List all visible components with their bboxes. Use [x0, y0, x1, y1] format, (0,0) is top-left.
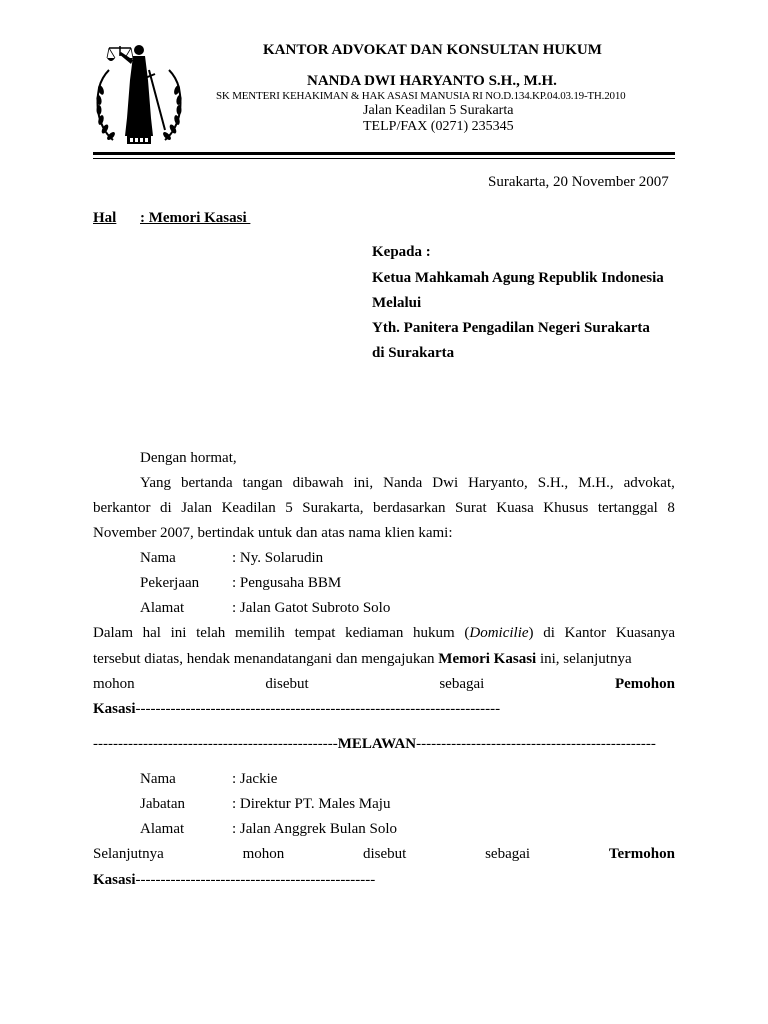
word: advokat,	[623, 475, 675, 491]
domicile-line-3	[93, 676, 675, 693]
respondent-title-label: Jabatan	[140, 796, 185, 812]
license-number: SK MENTERI KEHAKIMAN & HAK ASASI MANUSIA RI NO.D.134.KP.04.03.19-TH.2010	[216, 90, 626, 102]
recipient-line-4: di Surakarta	[372, 345, 455, 361]
lawyer-name: NANDA DWI HARYANTO S.H., M.H.	[307, 73, 557, 89]
word: S.H.,	[537, 475, 569, 491]
client-name-label: Nama	[140, 550, 176, 566]
word: 8	[667, 500, 675, 516]
subject-value: : Memori Kasasi	[140, 210, 251, 226]
word: disebut	[363, 846, 407, 862]
word: Kuasanya	[615, 625, 675, 641]
word: Surakarta,	[302, 500, 364, 516]
word: mohon	[93, 676, 135, 692]
closing-line-1	[93, 846, 675, 863]
word: sebagai	[485, 846, 531, 862]
word: Khusus	[543, 500, 589, 516]
word: dibawah	[292, 475, 344, 491]
melawan-divider	[93, 736, 656, 753]
domicile-line-4	[93, 701, 500, 718]
word: kediaman	[345, 625, 404, 641]
word: berkantor	[93, 500, 151, 516]
recipient-line-3: Yth. Panitera Pengadilan Negeri Surakarta	[372, 320, 650, 336]
paren-close: )	[528, 625, 534, 641]
header-rule-thin	[93, 158, 675, 159]
lady-justice-logo	[93, 40, 185, 150]
word: di	[160, 500, 172, 516]
firm-title: KANTOR ADVOKAT DAN KONSULTAN HUKUM	[263, 42, 602, 58]
letter-date: Surakarta, 20 November 2007	[488, 174, 669, 190]
word: 5	[285, 500, 293, 516]
word: bertanda	[181, 475, 233, 491]
termohon-bold: Termohon	[608, 846, 675, 862]
dash-fill: ------------------------------------------------	[135, 872, 376, 888]
word: tangan	[242, 475, 283, 491]
word: ini	[170, 625, 187, 641]
paren-open: (	[464, 625, 470, 641]
text-segment: tersebut diatas, hendak menandatangani dan mengajukan	[93, 651, 439, 667]
client-address-label: Alamat	[140, 600, 185, 616]
client-job-label: Pekerjaan	[140, 575, 200, 591]
word: Nanda	[383, 475, 423, 491]
text-segment: ini, selanjutnya	[536, 651, 632, 667]
word: Dwi	[432, 475, 459, 491]
respondent-address-value: : Jalan Anggrek Bulan Solo	[232, 821, 397, 837]
respondent-name-label: Nama	[140, 771, 176, 787]
header-rule-thick	[93, 152, 675, 155]
recipient-kepada: Kepada :	[372, 244, 431, 260]
word: disebut	[265, 676, 309, 692]
recipient-line-2: Melalui	[372, 295, 422, 311]
office-phone: TELP/FAX (0271) 235345	[363, 119, 514, 134]
intro-line-3: November 2007, bertindak untuk dan atas nama klien kami:	[93, 525, 453, 541]
word: Kantor	[564, 625, 607, 641]
word: Surat	[455, 500, 487, 516]
word: mohon	[242, 846, 285, 862]
word: tertanggal	[597, 500, 658, 516]
dash-fill: -------------------------------------------------	[93, 736, 338, 752]
word: Haryanto,	[468, 475, 528, 491]
word: hukum	[413, 625, 455, 641]
dash-fill: ------------------------------------------------	[416, 736, 656, 752]
word: ini,	[353, 475, 374, 491]
respondent-name-value: : Jackie	[232, 771, 278, 787]
word: memilih	[234, 625, 285, 641]
domicile-line-1	[93, 625, 675, 642]
word: Dalam	[93, 625, 133, 641]
client-job-value: : Pengusaha BBM	[232, 575, 342, 591]
word: telah	[196, 625, 226, 641]
word: hal	[142, 625, 161, 641]
intro-line-1	[140, 475, 675, 492]
memori-kasasi-bold: Memori Kasasi	[438, 651, 537, 667]
intro-line-2	[93, 500, 675, 517]
word: M.H.,	[578, 475, 614, 491]
pemohon-bold: Pemohon	[614, 676, 675, 692]
subject-label: Hal	[93, 210, 117, 226]
recipient-line-1: Ketua Mahkamah Agung Republik Indonesia	[372, 270, 664, 286]
domicilie-term	[464, 625, 533, 642]
word: Kuasa	[496, 500, 534, 516]
domicilie-italic: Domicilie	[469, 625, 529, 641]
word: sebagai	[439, 676, 485, 692]
respondent-address-label: Alamat	[140, 821, 185, 837]
greeting: Dengan hormat,	[140, 450, 237, 466]
respondent-title-value: : Direktur PT. Males Maju	[232, 796, 391, 812]
dash-fill: -------------------------------------------------------------------------	[135, 701, 501, 717]
word: berdasarkan	[373, 500, 446, 516]
office-address: Jalan Keadilan 5 Surakarta	[363, 103, 514, 118]
melawan-label: MELAWAN	[337, 736, 417, 752]
word: Jalan	[181, 500, 213, 516]
kasasi-bold: Kasasi	[93, 701, 136, 717]
closing-line-2	[93, 872, 375, 889]
domicile-line-2	[93, 651, 632, 668]
client-name-value: : Ny. Solarudin	[232, 550, 324, 566]
word: Selanjutnya	[93, 846, 164, 862]
word: Yang	[140, 475, 171, 491]
client-address-value: : Jalan Gatot Subroto Solo	[232, 600, 391, 616]
word: di	[543, 625, 555, 641]
word: tempat	[294, 625, 336, 641]
kasasi-bold: Kasasi	[93, 872, 136, 888]
word: Keadilan	[221, 500, 276, 516]
